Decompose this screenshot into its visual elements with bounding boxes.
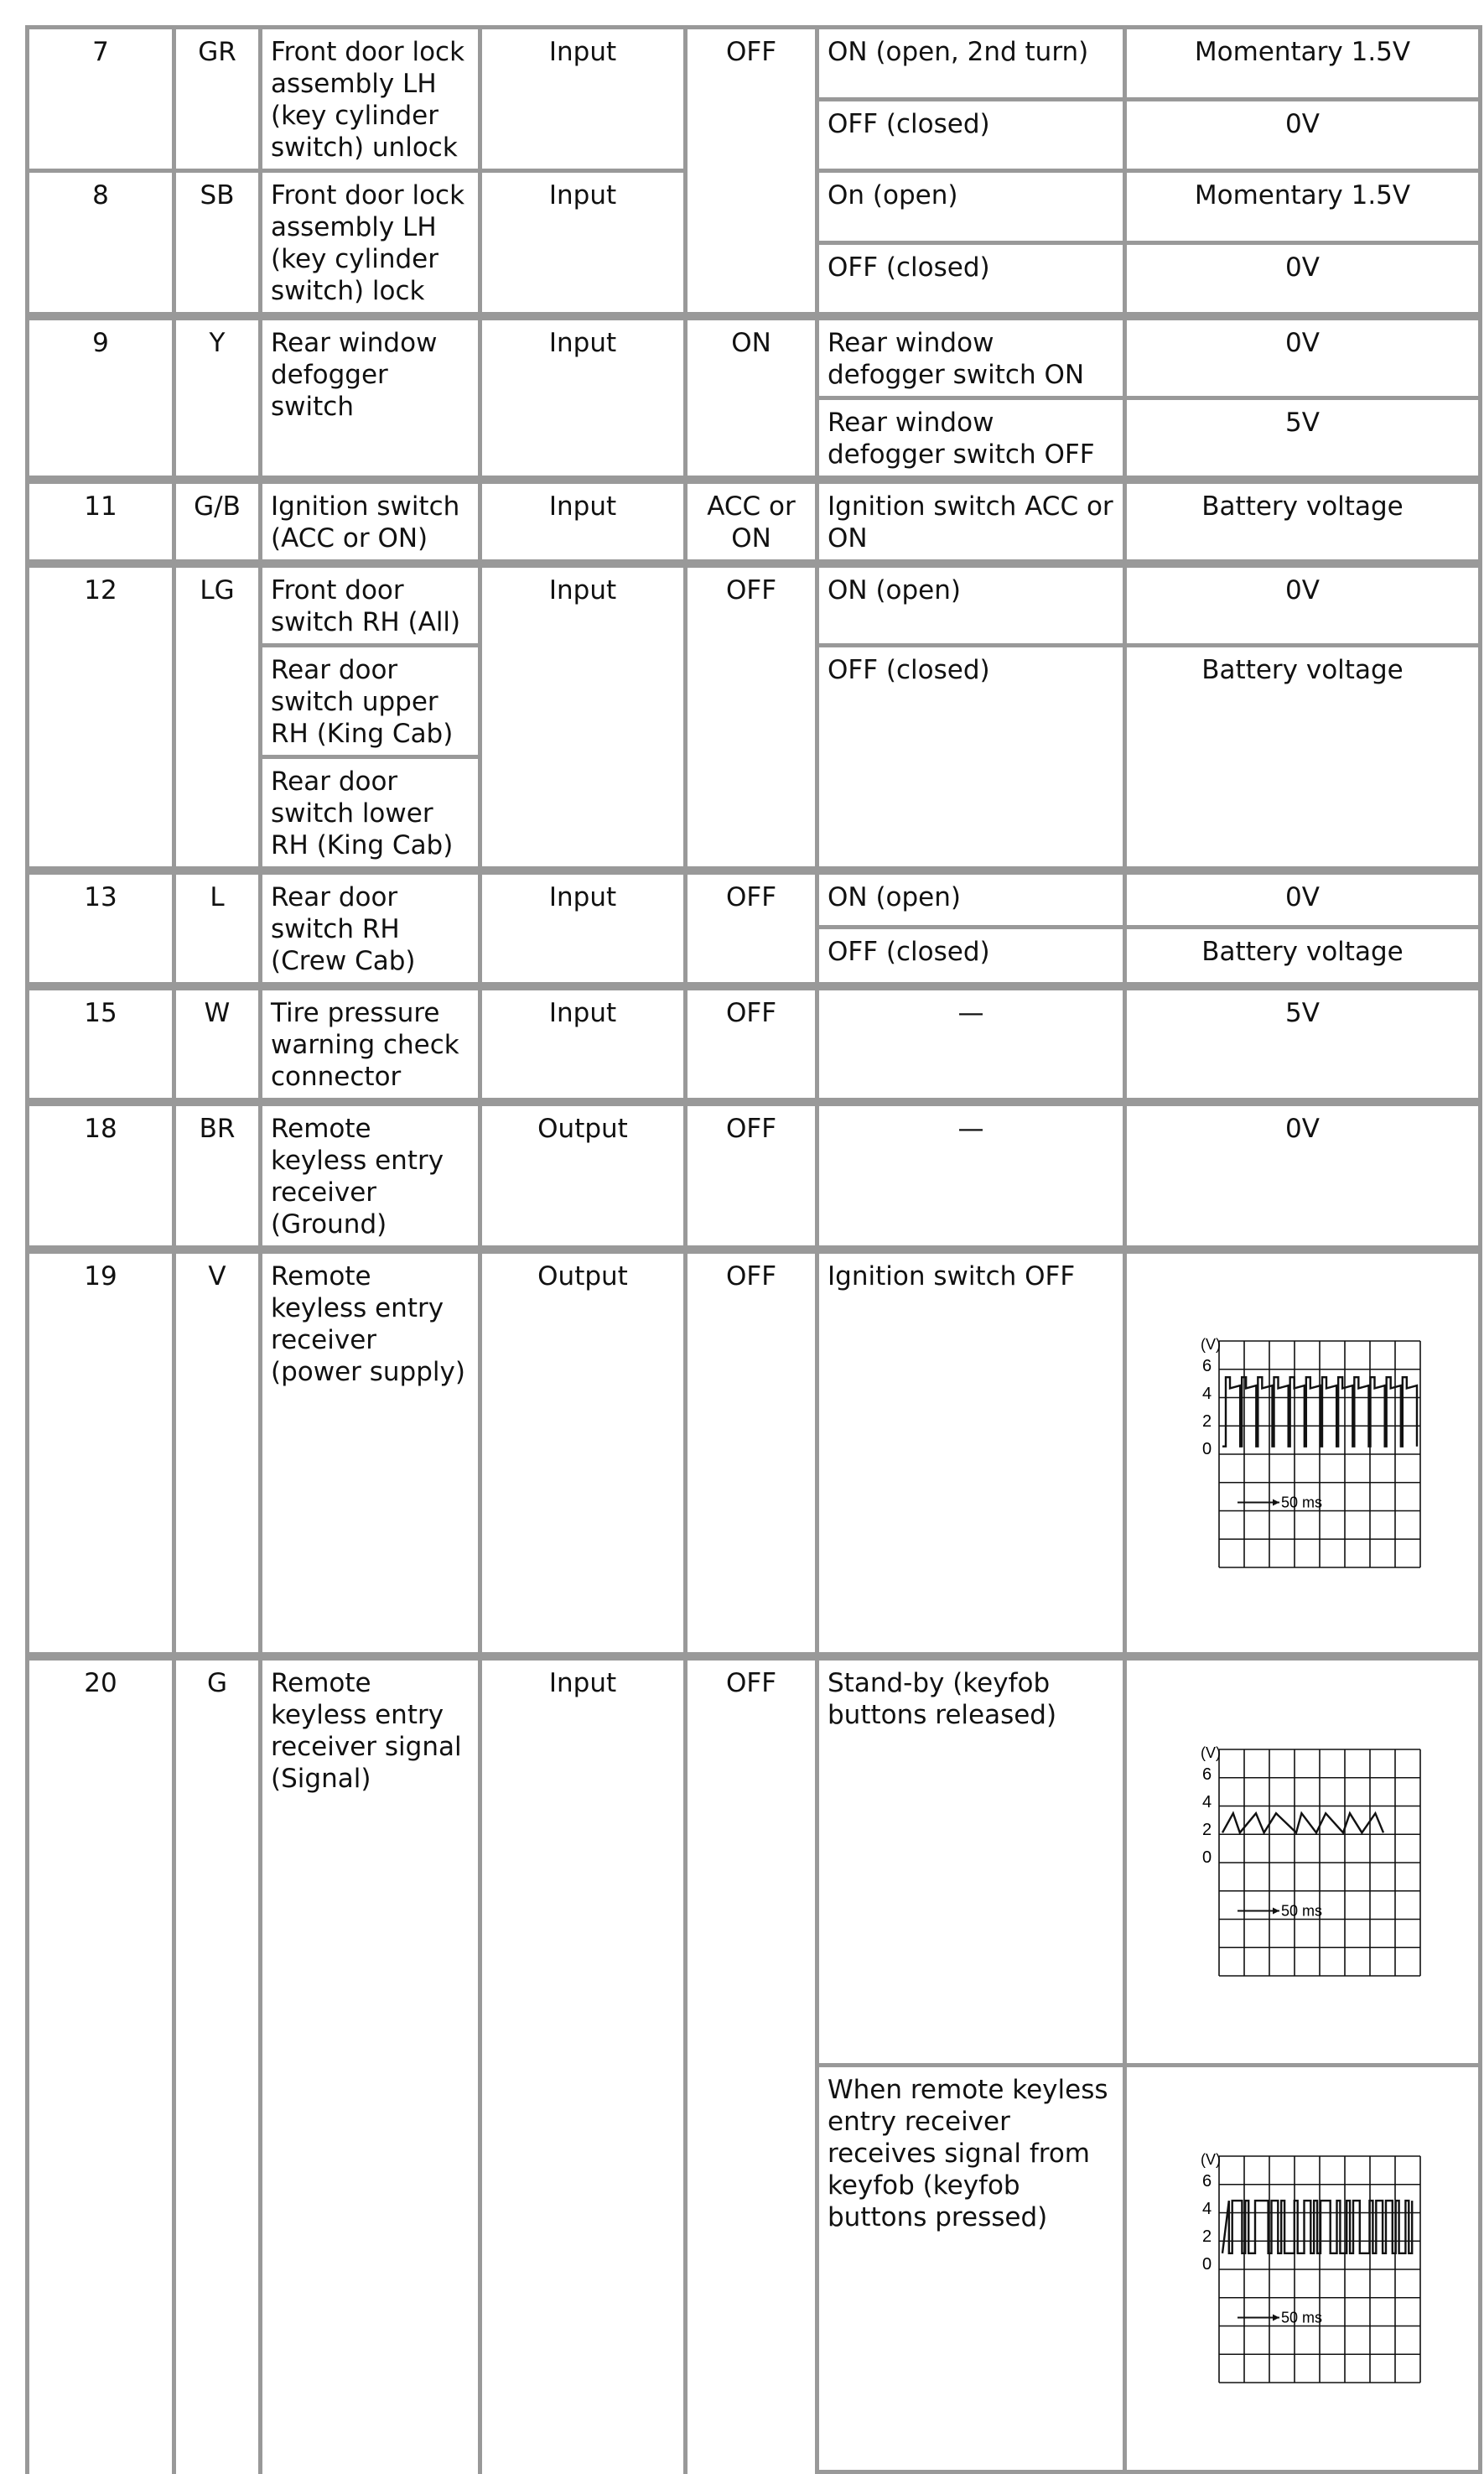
item-description: Front door switch RH (All) — [258, 559, 478, 643]
ignition-switch: OFF — [683, 1652, 815, 2474]
signal-io: Input — [478, 25, 683, 169]
tick-label: 0 — [1201, 2255, 1212, 2274]
unit-label: (V) — [1200, 1744, 1221, 1761]
wire-color: LG — [172, 559, 258, 866]
value: 0V — [1123, 1098, 1482, 1245]
item-description: Rear door switch RH (Crew Cab) — [258, 866, 478, 982]
signal-io: Input — [478, 559, 683, 866]
condition: ON (open) — [815, 559, 1123, 643]
table-row — [25, 312, 1482, 396]
signal-io: Output — [478, 1098, 683, 1245]
table-row — [25, 1098, 1482, 1245]
condition: Stand-by (keyfob buttons released) — [815, 1652, 1123, 2063]
value: Battery voltage — [1123, 476, 1482, 559]
power-supply-waveform — [1177, 1333, 1429, 1576]
value: Battery voltage — [1123, 925, 1482, 982]
value: 0V — [1123, 97, 1482, 169]
value: Battery voltage — [1123, 643, 1482, 866]
ignition-switch: ON — [683, 312, 815, 476]
value: 5V — [1123, 982, 1482, 1098]
condition: On (open) — [815, 169, 1123, 241]
waveform-cell — [1123, 2063, 1482, 2474]
item-description: Rear door switch lower RH (King Cab) — [258, 755, 478, 866]
condition: — — [815, 982, 1123, 1098]
item-description: Rear door switch upper RH (King Cab) — [258, 643, 478, 755]
ignition-switch: OFF — [683, 559, 815, 866]
item-description: Remote keyless entry receiver (power supply) — [258, 1245, 478, 1652]
waveform-trace — [1222, 1377, 1417, 1447]
tick-label: 6 — [1201, 1356, 1212, 1375]
terminal-number: 12 — [25, 559, 172, 866]
tick-label: 4 — [1201, 1384, 1212, 1403]
item-description: Rear window defogger switch — [258, 312, 478, 476]
wire-color: SB — [172, 169, 258, 312]
ignition-switch: OFF — [683, 1098, 815, 1245]
signal-io: Output — [478, 1245, 683, 1652]
condition: OFF (closed) — [815, 925, 1123, 982]
table-row — [25, 25, 1482, 97]
terminal-number: 15 — [25, 982, 172, 1098]
terminal-number: 18 — [25, 1098, 172, 1245]
signal-io: Input — [478, 476, 683, 559]
item-description: Front door lock assembly LH (key cylinder switch) unlock — [258, 25, 478, 169]
waveform-trace — [1222, 2201, 1412, 2253]
time-label: 50 ms — [1280, 2309, 1322, 2326]
table-row — [25, 982, 1482, 1098]
condition: When remote keyless entry receiver receives signal from keyfob (keyfob buttons pressed) — [815, 2063, 1123, 2474]
time-marker-arrow — [1273, 1499, 1279, 1505]
item-description: Front door lock assembly LH (key cylinder switch) lock — [258, 169, 478, 312]
signal-io: Input — [478, 169, 683, 312]
terminal-number: 19 — [25, 1245, 172, 1652]
unit-label: (V) — [1200, 1335, 1221, 1353]
tick-label: 2 — [1201, 1411, 1212, 1431]
wire-color: G — [172, 1652, 258, 2474]
condition: Ignition switch OFF — [815, 1245, 1123, 1652]
terminal-number: 20 — [25, 1652, 172, 2474]
terminal-number: 13 — [25, 866, 172, 982]
ignition-switch: OFF — [683, 866, 815, 982]
table-row — [25, 866, 1482, 925]
tick-label: 4 — [1201, 1793, 1212, 1811]
table-row — [25, 476, 1482, 559]
condition: ON (open, 2nd turn) — [815, 25, 1123, 97]
condition: Rear window defogger switch OFF — [815, 396, 1123, 476]
condition: Rear window defogger switch ON — [815, 312, 1123, 396]
waveform-cell — [1123, 1652, 1482, 2063]
value: 0V — [1123, 559, 1482, 643]
condition: — — [815, 1098, 1123, 1245]
wire-color: GR — [172, 25, 258, 169]
ignition-switch: OFF — [683, 25, 815, 312]
condition: OFF (closed) — [815, 241, 1123, 313]
terminal-number: 11 — [25, 476, 172, 559]
item-description: Ignition switch (ACC or ON) — [258, 476, 478, 559]
signal-io: Input — [478, 982, 683, 1098]
value: Momentary 1.5V — [1123, 169, 1482, 241]
value: 0V — [1123, 866, 1482, 925]
ignition-switch: OFF — [683, 982, 815, 1098]
wire-color: Y — [172, 312, 258, 476]
time-marker-arrow — [1273, 2315, 1279, 2321]
terminal-number: 8 — [25, 169, 172, 312]
item-description: Remote keyless entry receiver signal (Signal) — [258, 1652, 478, 2474]
tick-label: 0 — [1201, 1439, 1212, 1458]
terminal-number: 9 — [25, 312, 172, 476]
tick-label: 4 — [1201, 2200, 1212, 2218]
time-marker-arrow — [1273, 1908, 1279, 1915]
tick-label: 6 — [1201, 2172, 1212, 2191]
terminal-number: 7 — [25, 25, 172, 169]
condition: OFF (closed) — [815, 643, 1123, 866]
table-row — [25, 1245, 1482, 1652]
ignition-switch: OFF — [683, 1245, 815, 1652]
condition: Ignition switch ACC or ON — [815, 476, 1123, 559]
waveform-cell — [1123, 1245, 1482, 1652]
ignition-switch: ACC or ON — [683, 476, 815, 559]
condition: ON (open) — [815, 866, 1123, 925]
wire-color: L — [172, 866, 258, 982]
unit-label: (V) — [1200, 2151, 1221, 2168]
tick-label: 2 — [1201, 2227, 1212, 2246]
wire-color: G/B — [172, 476, 258, 559]
table-row — [25, 559, 1482, 643]
value: 5V — [1123, 396, 1482, 476]
signal-io: Input — [478, 1652, 683, 2474]
signal-io: Input — [478, 866, 683, 982]
time-label: 50 ms — [1280, 1902, 1322, 1920]
item-description: Tire pressure warning check connector — [258, 982, 478, 1098]
terminal-table — [25, 25, 1482, 2474]
wire-color: V — [172, 1245, 258, 1652]
pressed-signal-waveform — [1177, 2148, 1429, 2391]
item-description: Remote keyless entry receiver (Ground) — [258, 1098, 478, 1245]
wire-color: BR — [172, 1098, 258, 1245]
time-label: 50 ms — [1280, 1494, 1322, 1510]
tick-label: 2 — [1201, 1821, 1212, 1839]
standby-signal-waveform — [1177, 1741, 1429, 1984]
condition: OFF (closed) — [815, 97, 1123, 169]
tick-label: 0 — [1201, 1848, 1212, 1867]
value: 0V — [1123, 241, 1482, 313]
wire-color: W — [172, 982, 258, 1098]
signal-io: Input — [478, 312, 683, 476]
tick-label: 6 — [1201, 1765, 1212, 1784]
value: 0V — [1123, 312, 1482, 396]
table-row — [25, 1652, 1482, 2063]
value: Momentary 1.5V — [1123, 25, 1482, 97]
waveform-trace — [1222, 1813, 1383, 1832]
